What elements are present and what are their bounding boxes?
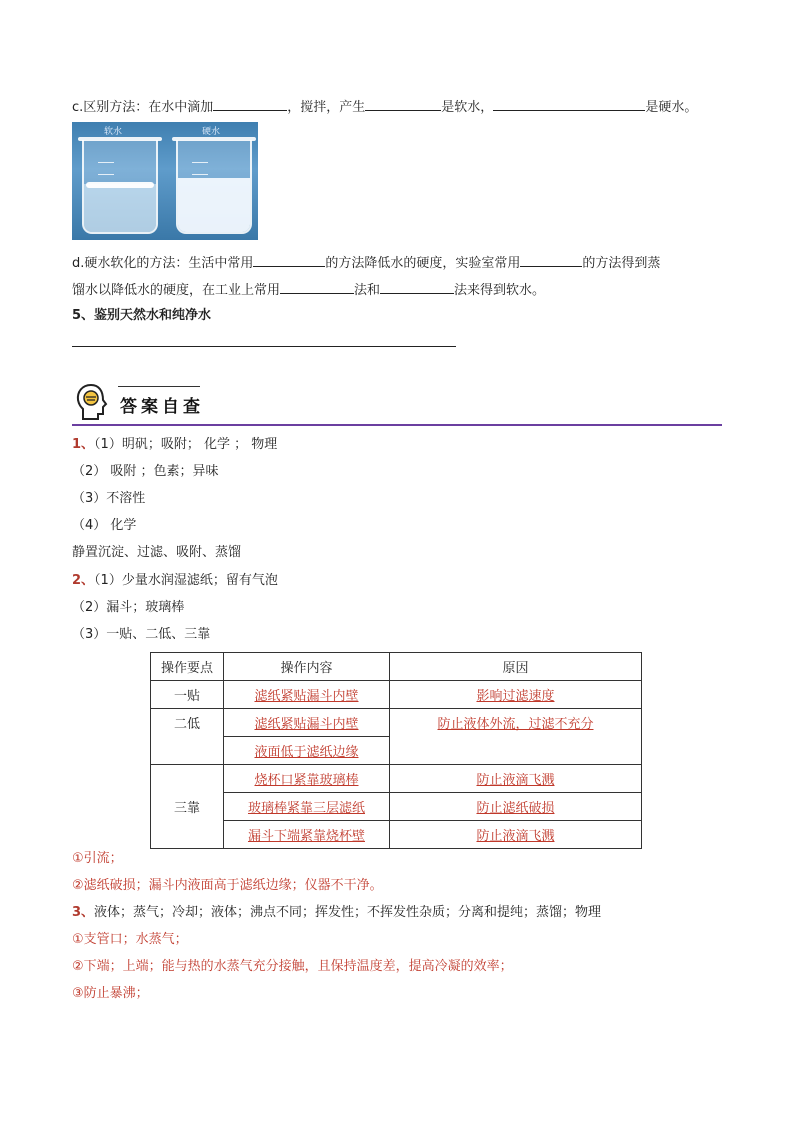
answer-section-title: 答案自查	[120, 397, 204, 417]
fill-blank	[365, 96, 441, 111]
section-d-line2	[72, 279, 545, 300]
table-row	[151, 709, 642, 737]
answer-number: 1、	[72, 437, 95, 452]
table-content-cell: 烧杯口紧靠玻璃棒	[224, 765, 390, 793]
section-d-line1	[72, 252, 660, 273]
header-overline	[118, 386, 200, 387]
answer-text: 液体；蒸气；冷却；液体；沸点不同；挥发性；不挥发性杂质；分离和提纯；蒸馏；物理	[94, 905, 602, 920]
table-row	[151, 681, 642, 709]
table-row	[151, 765, 642, 793]
table-key-cell: 一贴	[151, 681, 224, 709]
table-content-cell: 玻璃棒紧靠三层滤纸	[224, 793, 390, 821]
table-reason-cell: 防止液滴飞溅	[390, 821, 642, 849]
filtration-table	[150, 652, 642, 849]
table-reason-cell: 防止液滴飞溅	[390, 765, 642, 793]
fill-blank	[253, 252, 325, 267]
table-header-row	[151, 653, 642, 681]
table-key-cell: 三靠	[151, 765, 224, 849]
answer-3-3: ②下端；上端；能与热的水蒸气充分接触，且保持温度差，提高冷凝的效率；	[72, 959, 513, 974]
answer-2-2: （2）漏斗；玻璃棒	[72, 600, 185, 615]
table-content-cell: 液面低于滤纸边缘	[224, 737, 390, 765]
table-content-cell: 滤纸紧贴漏斗内壁	[224, 681, 390, 709]
photo-label-soft: 软水	[104, 127, 123, 137]
table-row	[151, 821, 642, 849]
fill-blank	[520, 252, 582, 267]
answer-2-5: ②滤纸破损；漏斗内液面高于滤纸边缘；仪器不干净。	[72, 878, 383, 893]
table-header-cell: 操作内容	[224, 653, 390, 681]
beaker-hard	[176, 140, 252, 234]
text-segment: 馏水以降低水的硬度，在工业上常用	[72, 283, 281, 298]
table-header-cell: 原因	[390, 653, 642, 681]
section-5-title: 5、鉴别天然水和纯净水	[72, 308, 212, 323]
table-reason-cell: 防止液体外流，过滤不充分	[390, 709, 642, 765]
text-segment: 是软水，	[441, 100, 494, 115]
answer-text: （1）少量水润湿滤纸；留有气泡	[94, 573, 278, 588]
answer-2-1	[72, 572, 278, 590]
thinking-head-icon	[74, 382, 108, 422]
table-content-cell: 滤纸紧贴漏斗内壁	[224, 709, 390, 737]
text-segment: 是硬水。	[645, 100, 698, 115]
fill-blank	[493, 96, 645, 111]
answer-1-3: （3）不溶性	[72, 491, 146, 506]
table-row	[151, 793, 642, 821]
text-segment: 法来得到软水。	[454, 283, 546, 298]
fill-blank	[280, 279, 354, 294]
table-header-cell: 操作要点	[151, 653, 224, 681]
section-c-line	[72, 96, 697, 117]
answer-1-4: （4） 化学	[72, 518, 137, 533]
beaker-soft	[82, 140, 158, 234]
answer-3-4: ③防止暴沸；	[72, 986, 149, 1001]
header-divider	[72, 424, 722, 426]
text-segment: c.区别方法：在水中滴加	[72, 100, 214, 115]
table-reason-cell: 防止滤纸破损	[390, 793, 642, 821]
answer-1-2: （2） 吸附 ；色素；异味	[72, 464, 219, 479]
fill-blank	[380, 279, 454, 294]
text-segment: ，搅拌，产生	[287, 100, 366, 115]
fill-blank	[213, 96, 287, 111]
text-segment: 法和	[354, 283, 381, 298]
answer-2-3: （3）一贴、二低、三靠	[72, 627, 211, 642]
answer-number: 2、	[72, 573, 95, 588]
answer-1-1	[72, 436, 277, 454]
text-segment: d.硬水软化的方法：生活中常用	[72, 256, 254, 271]
answer-1-5: 静置沉淀、过滤、吸附、蒸馏	[72, 545, 242, 560]
soft-hard-water-photo	[72, 122, 258, 240]
table-content-cell: 漏斗下端紧靠烧杯壁	[224, 821, 390, 849]
text-segment: 的方法得到蒸	[582, 256, 661, 271]
table-reason-cell: 影响过滤速度	[390, 681, 642, 709]
answer-line	[72, 346, 456, 347]
text-segment: 的方法降低水的硬度，实验室常用	[325, 256, 521, 271]
answer-text: （1）明矾；吸附； 化学 ； 物理	[94, 437, 278, 452]
answer-number: 3、	[72, 905, 95, 920]
answer-3-2: ①支管口；水蒸气；	[72, 932, 188, 947]
table-key-cell: 二低	[151, 709, 224, 765]
answer-3-1	[72, 904, 601, 922]
photo-label-hard: 硬水	[202, 127, 221, 137]
answer-2-4: ①引流；	[72, 851, 123, 866]
